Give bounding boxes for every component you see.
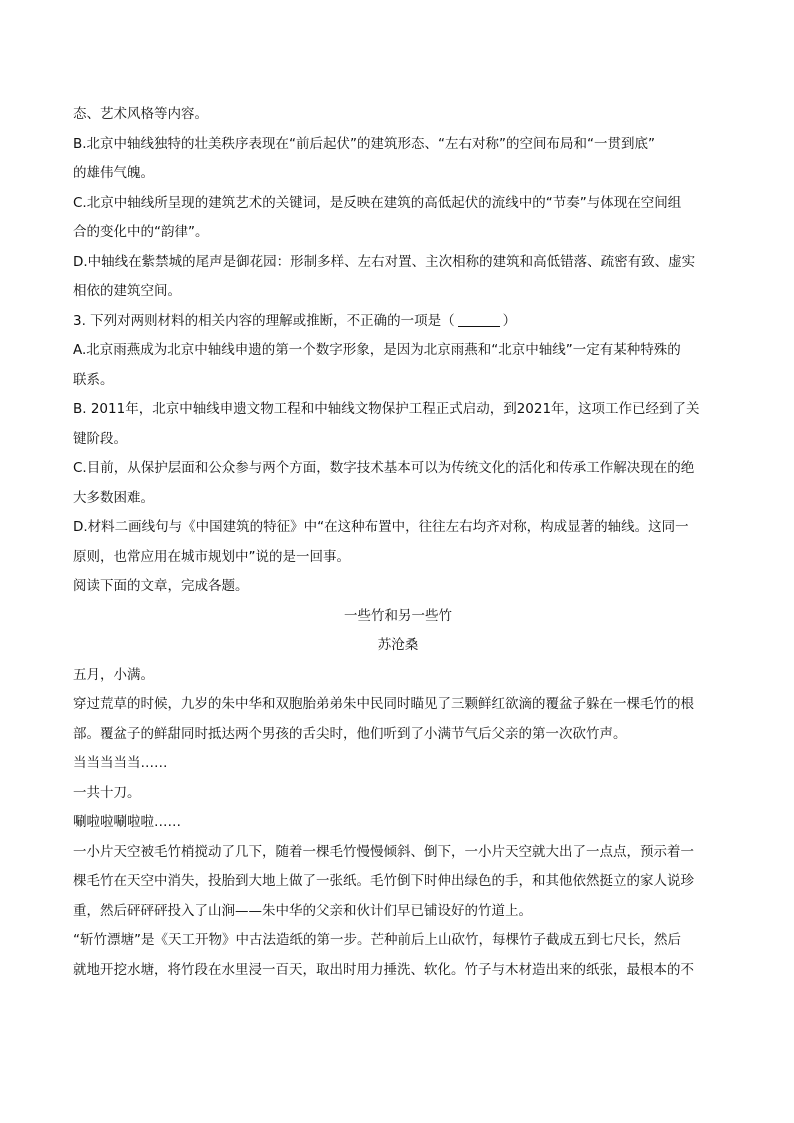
paragraph-line: 就地开挖水塘，将竹段在水里浸一百天，取出时用力捶洗、软化。竹子与木材造出来的纸张，最根本的不 <box>73 961 694 978</box>
question-3-close: ） <box>502 312 517 329</box>
answer-blank <box>458 313 500 327</box>
question-3-stem: 3. 下列对两则材料的相关内容的理解或推断，不正确的一项是（ <box>73 312 455 329</box>
option-c-line: C.北京中轴线所呈现的建筑艺术的关键词，是反映在建筑的高低起伏的流线中的“节奏”与体现在空间组 <box>73 194 682 211</box>
paragraph-line: 五月，小满。 <box>73 666 154 683</box>
reading-instruction: 阅读下面的文章，完成各题。 <box>73 578 249 594</box>
option-c-line: C.目前，从保护层面和公众参与两个方面，数字技术基本可以为传统文化的活化和传承工作解决现在的绝 <box>73 460 695 476</box>
paragraph-line: “斩竹漂塘”是《天工开物》中古法造纸的第一步。芒种前后上山砍竹，每棵竹子截成五到七尺长，然后 <box>73 932 681 948</box>
text-line: 相依的建筑空间。 <box>73 283 181 299</box>
text-line: 键阶段。 <box>73 430 127 447</box>
text-line: 的雄伟气魄。 <box>73 165 154 181</box>
paragraph-line: 一共十刀。 <box>73 784 141 801</box>
article-title: 一些竹和另一些竹 <box>344 607 452 624</box>
paragraph-line: 重，然后砰砰砰投入了山涧——朱中华的父亲和伙计们早已铺设好的竹道上。 <box>73 902 532 919</box>
article-author: 苏沧桑 <box>377 637 419 653</box>
option-d-line: D.中轴线在紫禁城的尾声是御花园：形制多样、左右对置、主次相称的建筑和高低错落、疏密有致、虚实 <box>73 253 696 270</box>
paragraph-line: 唰啦啦唰啦啦…… <box>73 814 181 830</box>
text-line: 原则，也常应用在城市规划中”说的是一回事。 <box>73 548 350 565</box>
option-a-line: A.北京雨燕成为北京中轴线申遗的第一个数字形象，是因为北京雨燕和“北京中轴线”一定有某种特殊的 <box>73 342 681 358</box>
paragraph-line: 一小片天空被毛竹梢搅动了几下，随着一棵毛竹慢慢倾斜、倒下，一小片天空就大出了一点点，预示着一 <box>73 843 694 860</box>
paragraph-line: 棵毛竹在天空中消失，投胎到大地上做了一张纸。毛竹倒下时伸出绿色的手，和其他依然挺立的家人说珍 <box>73 873 694 889</box>
text-line: 大多数困难。 <box>73 489 154 506</box>
document-body <box>73 100 723 985</box>
text-line: 合的变化中的“韵律”。 <box>73 224 209 240</box>
text-line: 联系。 <box>73 371 114 388</box>
question-3 <box>73 307 723 337</box>
text-line: 态、艺术风格等内容。 <box>73 106 208 122</box>
paragraph-line: 当当当当当…… <box>73 755 168 771</box>
paragraph-line: 穿过荒草的时候，九岁的朱中华和双胞胎弟弟朱中民同时瞄见了三颗鲜红欲滴的覆盆子躲在一棵毛竹的根 <box>73 696 694 712</box>
paragraph-line: 部。覆盆子的鲜甜同时抵达两个男孩的舌尖时，他们听到了小满节气后父亲的第一次砍竹声。 <box>73 725 627 742</box>
option-b-line: B. 2011年，北京中轴线申遗文物工程和中轴线文物保护工程正式启动，到2021年，这项工作已经到了关 <box>73 401 700 417</box>
option-d-line: D.材料二画线句与《中国建筑的特征》中“在这种布置中，往往左右均齐对称，构成显著的轴线。这同一 <box>73 519 689 535</box>
option-b-line: B.北京中轴线独特的壮美秩序表现在“前后起伏”的建筑形态、“左右对称”的空间布局和“一贯到底” <box>73 135 656 152</box>
